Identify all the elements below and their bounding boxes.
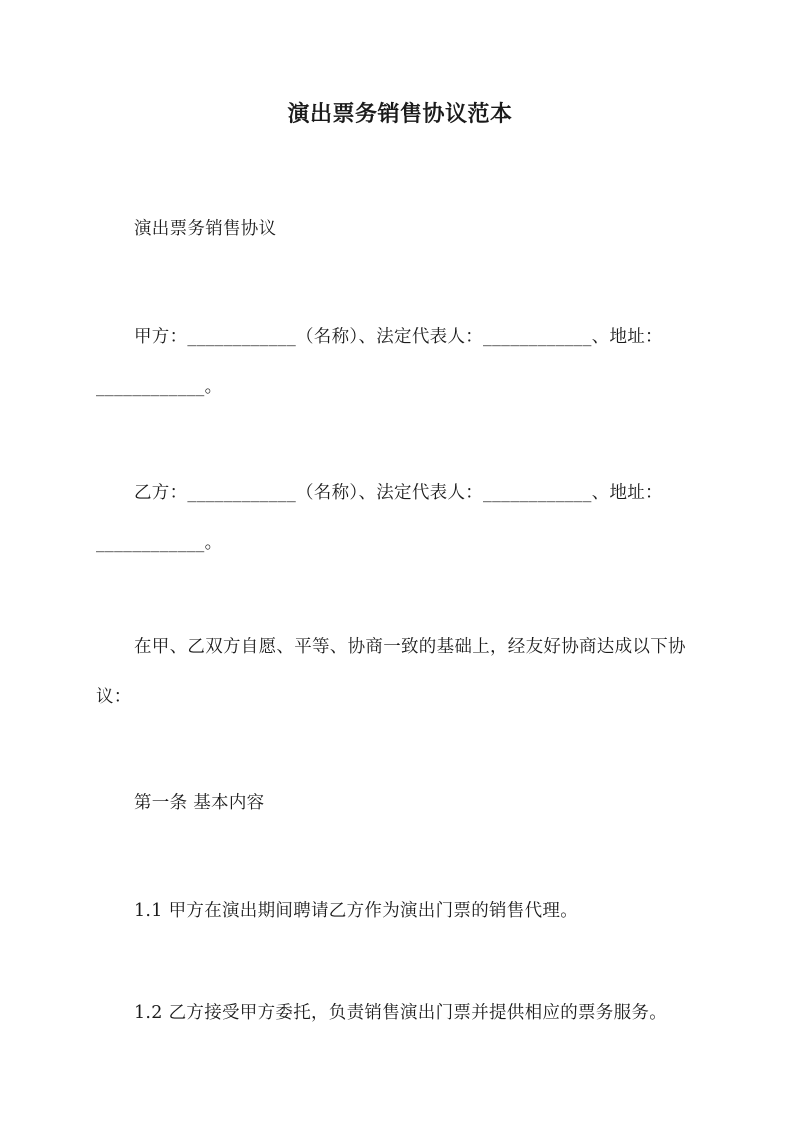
agreement-subtitle: 演出票务销售协议 — [134, 219, 277, 239]
clause-1-2: 1.2 乙方接受甲方委托，负责销售演出门票并提供相应的票务服务。 — [134, 1003, 667, 1023]
intro-paragraph: 在甲、乙双方自愿、平等、协商一致的基础上，经友好协商达成以下协议： — [96, 637, 686, 707]
clause-1-1: 1.1 甲方在演出期间聘请乙方作为演出门票的销售代理。 — [134, 901, 578, 921]
article-1-heading: 第一条 基本内容 — [134, 793, 265, 813]
party-b-paragraph: 乙方：____________（名称）、法定代表人：____________、地址：____________。 — [96, 483, 663, 553]
document-title: 演出票务销售协议范本 — [287, 101, 513, 127]
party-a-paragraph: 甲方：____________（名称）、法定代表人：____________、地址：____________。 — [96, 327, 663, 397]
